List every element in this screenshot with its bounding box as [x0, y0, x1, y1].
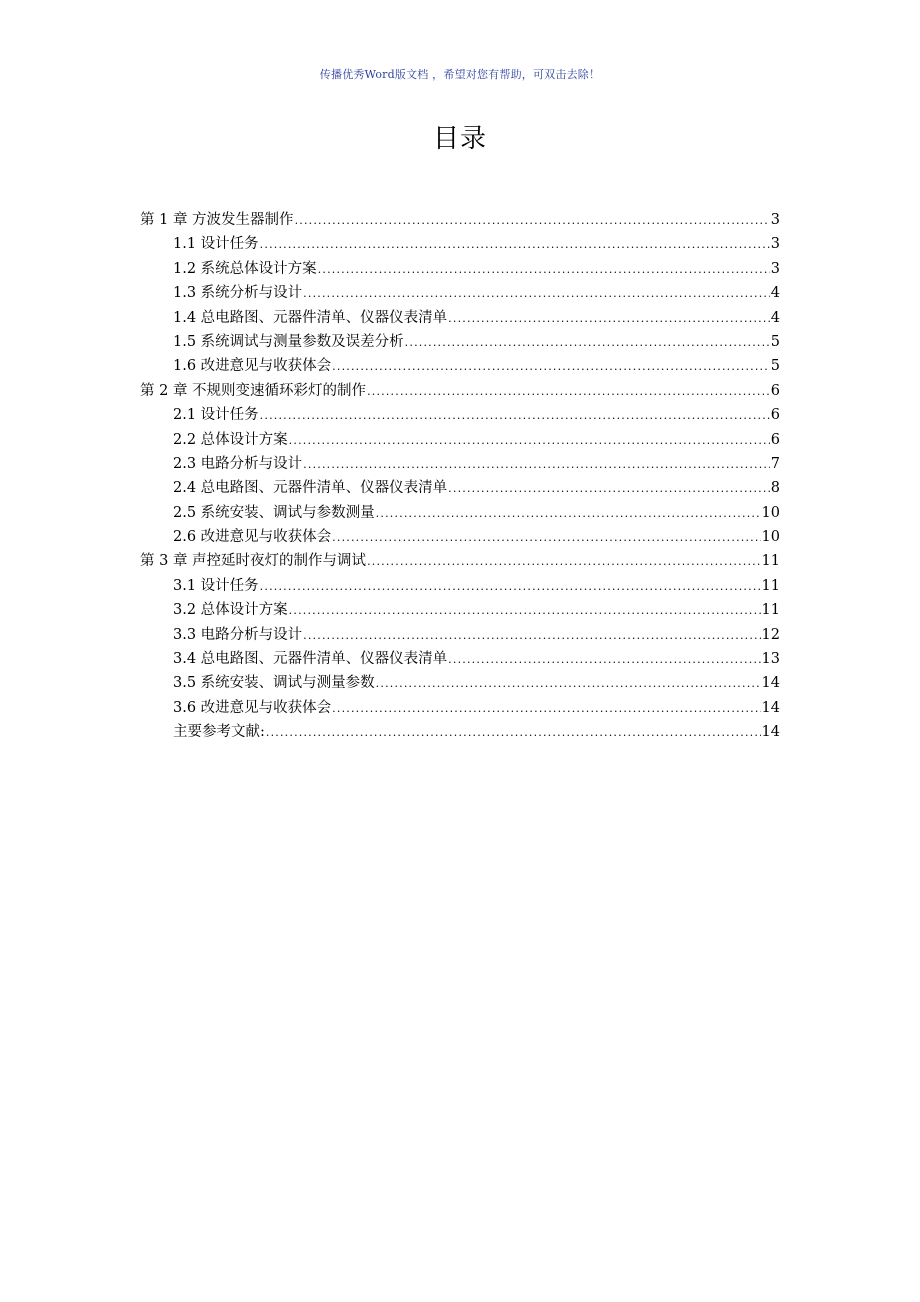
toc-entry-page: 4 — [770, 285, 780, 302]
toc-entry-page: 6 — [770, 431, 780, 448]
toc-entry-page: 3 — [770, 260, 780, 277]
toc-entry[interactable] — [140, 330, 780, 354]
page-title: 目录 — [432, 124, 487, 154]
toc-entry-label: 1.3 系统分析与设计 — [173, 285, 303, 302]
toc-entry-page: 5 — [770, 333, 780, 350]
toc-leader-dots — [318, 258, 770, 282]
toc-leader-dots — [405, 331, 770, 355]
toc-entry-page: 6 — [770, 382, 780, 399]
toc-entry[interactable] — [140, 720, 780, 744]
toc-entry-page: 10 — [761, 529, 780, 546]
toc-entry-label: 2.6 改进意见与收获体会 — [173, 529, 332, 546]
toc-entry[interactable] — [140, 647, 780, 671]
toc-entry-page: 14 — [761, 675, 780, 692]
toc-entry-page: 13 — [761, 651, 780, 668]
toc-leader-dots — [448, 648, 760, 672]
toc-entry-page: 14 — [761, 699, 780, 716]
toc-entry[interactable] — [140, 403, 780, 427]
toc-leader-dots — [260, 575, 761, 599]
toc-entry[interactable] — [140, 696, 780, 720]
toc-entry-label: 3.1 设计任务 — [173, 577, 259, 594]
toc-leader-dots — [367, 380, 770, 404]
toc-entry-page: 4 — [770, 309, 780, 326]
toc-entry-label: 2.4 总电路图、元器件清单、仪器仪表清单 — [173, 480, 448, 497]
toc-leader-dots — [448, 477, 770, 501]
toc-leader-dots — [376, 672, 761, 696]
toc-entry[interactable] — [140, 257, 780, 281]
toc-entry-page: 8 — [770, 480, 780, 497]
toc-entry[interactable] — [140, 452, 780, 476]
toc-leader-dots — [376, 502, 761, 526]
toc-entry-label: 3.5 系统安装、调试与测量参数 — [173, 675, 375, 692]
toc-entry-label: 2.5 系统安装、调试与参数测量 — [173, 504, 375, 521]
toc-entry[interactable] — [140, 379, 780, 403]
toc-entry[interactable] — [140, 598, 780, 622]
toc-entry-page: 10 — [761, 504, 780, 521]
toc-entry[interactable] — [140, 281, 780, 305]
toc-entry[interactable] — [140, 476, 780, 500]
toc-leader-dots — [448, 307, 770, 331]
toc-leader-dots — [289, 599, 761, 623]
toc-leader-dots — [303, 453, 770, 477]
toc-entry-label: 2.3 电路分析与设计 — [173, 455, 303, 472]
toc-entry-label: 3.4 总电路图、元器件清单、仪器仪表清单 — [173, 651, 448, 668]
toc-entry-label: 1.5 系统调试与测量参数及误差分析 — [173, 333, 404, 350]
toc-entry[interactable] — [140, 549, 780, 573]
toc-entry[interactable] — [140, 623, 780, 647]
toc-entry[interactable] — [140, 671, 780, 695]
toc-entry-label: 1.6 改进意见与收获体会 — [173, 358, 332, 375]
toc-entry-page: 11 — [761, 602, 780, 619]
toc-leader-dots — [332, 355, 770, 379]
toc-entry-label: 3.2 总体设计方案 — [173, 602, 288, 619]
toc-entry-page: 3 — [770, 236, 780, 253]
toc-entry[interactable] — [140, 525, 780, 549]
toc-entry[interactable] — [140, 232, 780, 256]
toc-leader-dots — [260, 404, 770, 428]
toc-leader-dots — [289, 429, 770, 453]
toc-leader-dots — [303, 624, 760, 648]
toc-entry-label: 2.2 总体设计方案 — [173, 431, 288, 448]
toc-entry[interactable] — [140, 354, 780, 378]
toc-entry-page: 7 — [770, 455, 780, 472]
toc-entry-label: 1.1 设计任务 — [173, 236, 259, 253]
toc-entry-label: 2.1 设计任务 — [173, 407, 259, 424]
toc-entry[interactable] — [140, 574, 780, 598]
toc-entry[interactable] — [140, 306, 780, 330]
toc-entry-page: 6 — [770, 407, 780, 424]
toc-entry[interactable] — [140, 501, 780, 525]
toc-entry-page: 11 — [761, 577, 780, 594]
toc-leader-dots — [295, 209, 770, 233]
toc-leader-dots — [332, 526, 760, 550]
toc-entry-label: 1.2 系统总体设计方案 — [173, 260, 317, 277]
toc-entry-page: 3 — [770, 212, 780, 228]
toc-leader-dots — [260, 233, 770, 257]
toc-leader-dots — [332, 697, 760, 721]
table-of-contents — [140, 208, 780, 745]
toc-leader-dots — [266, 721, 761, 745]
toc-entry-label: 第 2 章 不规则变速循环彩灯的制作 — [140, 382, 367, 399]
toc-entry-label: 第 1 章 方波发生器制作 — [140, 212, 294, 228]
toc-entry-label: 第 3 章 声控延时夜灯的制作与调试 — [140, 553, 367, 570]
toc-entry-page: 11 — [761, 553, 780, 570]
toc-entry-label: 1.4 总电路图、元器件清单、仪器仪表清单 — [173, 309, 448, 326]
toc-entry-label: 主要参考文献: — [173, 724, 265, 741]
toc-entry-label: 3.6 改进意见与收获体会 — [173, 699, 332, 716]
toc-entry-page: 14 — [761, 724, 780, 741]
header-note: 传播优秀Word版文档 ，希望对您有帮助，可双击去除！ — [319, 68, 601, 81]
toc-entry[interactable] — [140, 208, 780, 232]
toc-entry[interactable] — [140, 428, 780, 452]
toc-entry-label: 3.3 电路分析与设计 — [173, 626, 303, 643]
toc-entry-page: 5 — [770, 358, 780, 375]
toc-leader-dots — [367, 550, 760, 574]
toc-leader-dots — [303, 282, 770, 306]
toc-entry-page: 12 — [761, 626, 780, 643]
